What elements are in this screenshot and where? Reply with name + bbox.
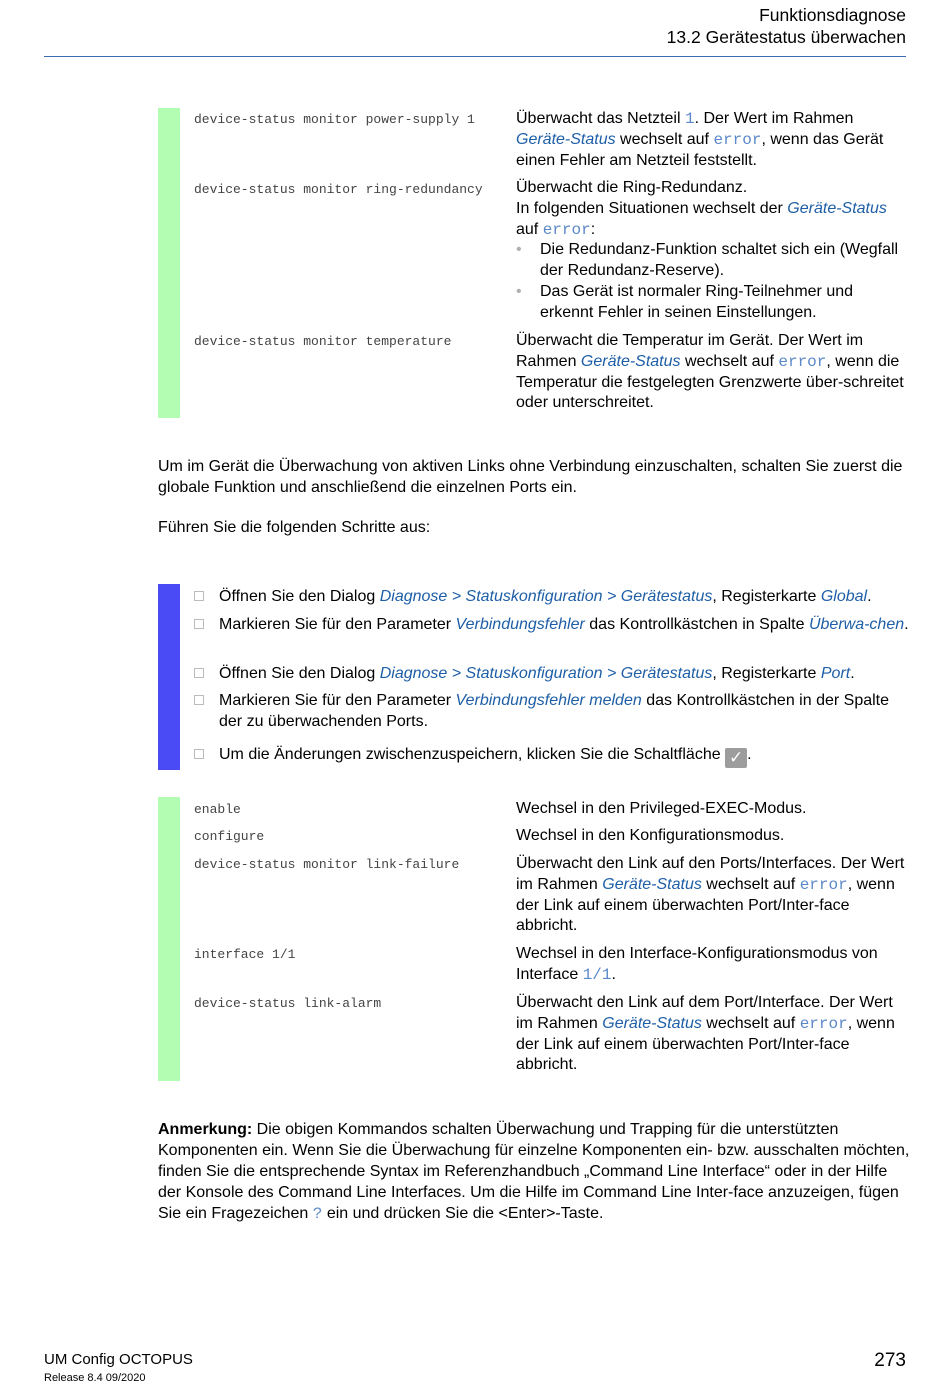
step-checkbox-icon [194, 749, 204, 759]
command-configure: configure [194, 829, 265, 844]
note-paragraph: Anmerkung: Die obigen Kommandos schalten Überwachung und Trapping für die unterstützten Komponenten ein. Wenn Sie die Überwachung für einzelne Komponenten ein- bzw. ausschalten möchten, finden Sie die entsprechende Syntax im Referenzhandbuch „Command Line Interface“ oder in der Hilfe der Konsole des Command Line Interfaces. Um die Hilfe im Command Line Inter-face anzuzeigen, fügen Sie ein Fragezeichen ? ein und drücken Sie die <Enter>-Taste. [158, 1121, 910, 1223]
steps-intro: Führen Sie die folgenden Schritte aus: [158, 519, 431, 536]
list-item: • Das Gerät ist normaler Ring-Teilnehmer und erkennt Fehler in seinen Einstellungen. [516, 282, 854, 321]
desc-enable: Wechsel in den Privileged-EXEC-Modus. [516, 800, 807, 817]
step-checkbox-icon [194, 591, 204, 601]
footer-release: Release 8.4 09/2020 [44, 1372, 146, 1384]
step-checkbox-icon [194, 695, 204, 705]
step-item: Öffnen Sie den Dialog Diagnose > Statuskonfiguration > Gerätestatus, Registerkarte Global. [194, 586, 910, 607]
step-checkbox-icon [194, 668, 204, 678]
command-link-alarm: device-status link-alarm [194, 996, 382, 1011]
header-rule [44, 56, 906, 57]
desc-temperature: Überwacht die Temperatur im Gerät. Der Wert im Rahmen Geräte-Status wechselt auf error, wenn die Temperatur die festgelegten Grenzwerte über-schreitet oder unterschreitet. [516, 332, 904, 412]
intro-paragraph: Um im Gerät die Überwachung von aktiven Links ohne Verbindung einzuschalten, schalten Sie zuerst die globale Funktion und anschließend die einzelnen Ports ein. [158, 458, 903, 496]
command-interface: interface 1/1 [194, 947, 296, 962]
step-item: Markieren Sie für den Parameter Verbindungsfehler das Kontrollkästchen in Spalte Überwa-chen. [194, 614, 910, 635]
desc-configure: Wechsel in den Konfigurationsmodus. [516, 827, 785, 844]
page-number: 273 [874, 1350, 906, 1371]
list-item: • Die Redundanz-Funktion schaltet sich ein (Wegfall der Redundanz-Reserve). [516, 241, 899, 280]
command-power-supply: device-status monitor power-supply 1 [194, 112, 475, 127]
section-title: 13.2 Gerätestatus überwachen [666, 27, 906, 47]
code-table-bar [158, 108, 180, 418]
step-item: Öffnen Sie den Dialog Diagnose > Statuskonfiguration > Gerätestatus, Registerkarte Port. [194, 663, 910, 684]
desc-link-failure: Überwacht den Link auf den Ports/Interfaces. Der Wert im Rahmen Geräte-Status wechselt auf error, wenn der Link auf einem überwachten Port/Inter-face abbricht. [516, 855, 905, 935]
step-item: Markieren Sie für den Parameter Verbindungsfehler melden das Kontrollkästchen in der Spalte der zu überwachenden Ports. [194, 690, 910, 732]
command-enable: enable [194, 802, 241, 817]
command-temperature: device-status monitor temperature [194, 334, 452, 349]
desc-interface: Wechsel in den Interface-Konfigurationsmodus von Interface 1/1. [516, 945, 878, 984]
desc-ring-redundancy: Überwacht die Ring-Redundanz. In folgenden Situationen wechselt der Geräte-Status auf error: • Die Redundanz-Funktion schaltet sich ein (Wegfall der Redundanz-Reserve). • Das Gerät ist normaler Ring-Teilnehmer und erkennt Fehler in seinen Einstellungen. [516, 178, 908, 324]
step-item: Um die Änderungen zwischenzuspeichern, klicken Sie die Schaltfläche ✓ . [194, 744, 910, 768]
command-link-failure: device-status monitor link-failure [194, 857, 460, 872]
desc-power-supply: Überwacht das Netzteil 1. Der Wert im Rahmen Geräte-Status wechselt auf error, wenn das Gerät einen Fehler am Netzteil feststellt. [516, 110, 884, 169]
checkmark-icon: ✓ [725, 748, 747, 768]
desc-link-alarm: Überwacht den Link auf dem Port/Interface. Der Wert im Rahmen Geräte-Status wechselt auf error, wenn der Link auf einem überwachten Port/Inter-face abbricht. [516, 994, 895, 1074]
chapter-title: Funktionsdiagnose [759, 5, 906, 25]
command-ring-redundancy: device-status monitor ring-redundancy [194, 182, 483, 197]
steps-bar [158, 584, 180, 770]
code-table-bar [158, 797, 180, 1081]
footer-document: UM Config OCTOPUS [44, 1351, 193, 1368]
step-checkbox-icon [194, 619, 204, 629]
